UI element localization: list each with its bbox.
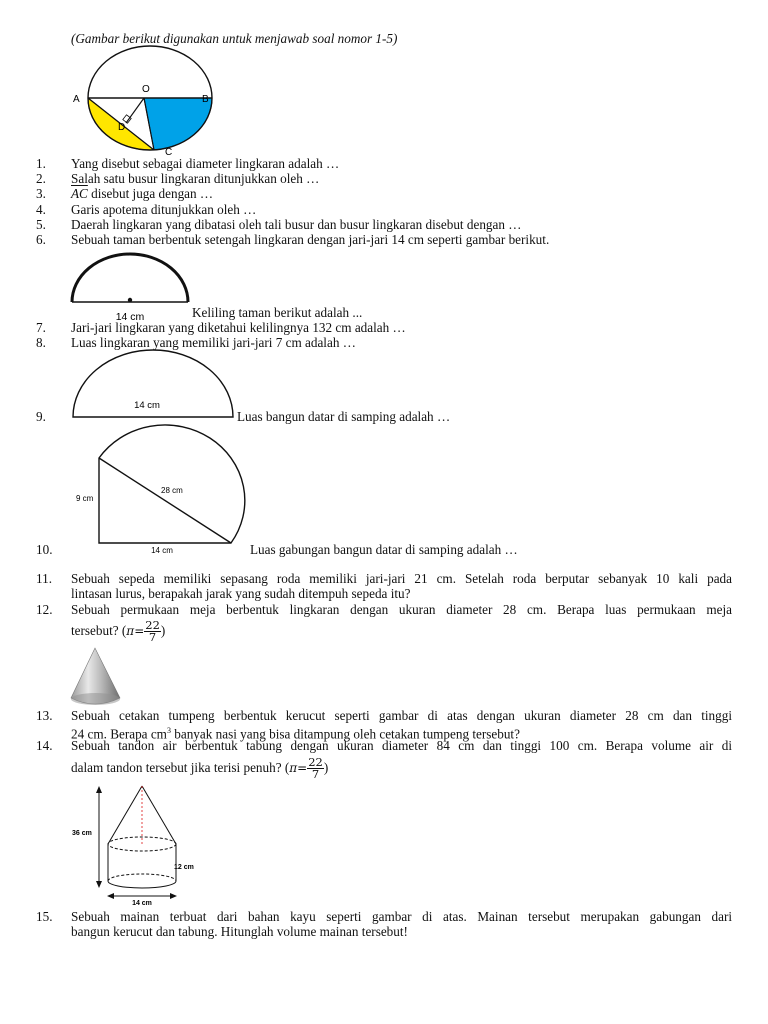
circle-figure <box>68 44 228 156</box>
q10-diagonal-label: 28 cm <box>161 486 183 495</box>
q10-width-label: 14 cm <box>151 546 173 555</box>
question-13-number: 13. <box>36 708 53 723</box>
toy-cone-cylinder-figure <box>70 782 210 906</box>
q6-answer-prompt: Keliling taman berikut adalah ... <box>192 305 363 320</box>
label-d: D <box>118 122 126 133</box>
label-a: A <box>73 94 80 105</box>
label-b: B <box>202 94 209 105</box>
question-14-number: 14. <box>36 738 53 753</box>
question-15-line-1: Sebuah mainan terbuat dari bahan kayu seperti gambar di atas. Mainan tersebut merupakan gabungan dari <box>71 909 732 924</box>
q9-diameter-label: 14 cm <box>134 400 160 411</box>
q15-height-label: 36 cm <box>72 830 92 837</box>
question-11-line-2: lintasan lurus, berapakah jarak yang sudah ditempuh sepeda itu? <box>71 586 411 601</box>
q15-cylinder-label: 12 cm <box>174 864 194 871</box>
question-15-number: 15. <box>36 909 53 924</box>
composite-shape-figure <box>70 424 252 556</box>
arc-ac-symbol: $\overline{AC}$ <box>71 186 88 201</box>
semicircle-garden-figure <box>68 250 192 324</box>
q15-base-label: 14 cm <box>132 900 152 906</box>
question-12-line-1: Sebuah permukaan meja berbentuk lingkaran dengan ukuran diameter 28 cm. Berapa luas permukaan meja <box>71 602 732 617</box>
label-c: C <box>165 147 173 156</box>
question-12-line-2: tersebut? (π= $\frac{22}{7}$ ) <box>71 618 166 645</box>
semicircle-area-figure <box>70 348 236 420</box>
q6-radius-label: 14 cm <box>115 311 145 323</box>
question-13-line-2: 24 cm. Berapa $cm^3$ banyak nasi yang bisa ditampung oleh cetakan tumpeng tersebut? <box>71 726 520 742</box>
question-14-line-1: Sebuah tandon air berbentuk tabung dengan ukuran diameter 84 cm dan tinggi 100 cm. Berapa volume air di <box>71 738 732 753</box>
question-12-number: 12. <box>36 602 53 617</box>
question-15-line-2: bangun kerucut dan tabung. Hitunglah volume mainan tersebut! <box>71 924 408 939</box>
q10-height-label: 9 cm <box>76 494 94 503</box>
question-14-line-2: dalam tandon tersebut jika terisi penuh? (π= $\frac{22}{7}$ ) <box>71 755 329 782</box>
question-13-line-1: Sebuah cetakan tumpeng berbentuk kerucut seperti gambar di atas dengan ukuran diameter 28 cm dan tinggi <box>71 708 732 723</box>
cone-mold-image <box>68 646 124 708</box>
pi-fraction-2: $\frac{22}{7}$ <box>308 755 323 782</box>
question-11-number: 11. <box>36 571 52 586</box>
pi-fraction: $\frac{22}{7}$ <box>145 618 160 645</box>
question-11-line-1: Sebuah sepeda memiliki sepasang roda memiliki jari-jari 21 cm. Setelah roda berputar sebanyak 10 kali pada <box>71 571 732 586</box>
intro-caption: (Gambar berikut digunakan untuk menjawab soal nomor 1-5) <box>71 31 398 46</box>
label-o: O <box>142 84 150 95</box>
